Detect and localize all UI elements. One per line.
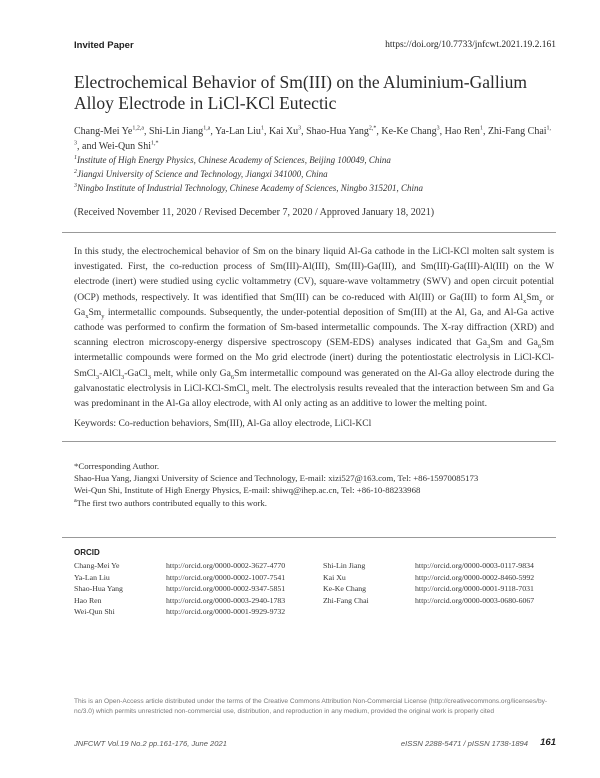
- orcid-link[interactable]: http://orcid.org/0000-0001-9118-7031: [415, 584, 534, 594]
- orcid-table: [74, 560, 534, 618]
- author: Zhi-Fang Chai$^{1, 3}$: [74, 125, 552, 147]
- author: Chang-Mei Ye$^{1,2,a}$: [74, 125, 145, 137]
- corresponding-author-note: [74, 460, 554, 509]
- author: Wei-Qun Shi$^{1,*}$: [98, 140, 159, 152]
- divider: [62, 232, 556, 233]
- page-number: 161: [540, 737, 556, 748]
- affiliation-list: [74, 153, 554, 195]
- corresponding-heading: *Corresponding Author.: [74, 461, 160, 471]
- orcid-link[interactable]: http://orcid.org/0000-0003-2940-1783: [166, 595, 286, 605]
- table-row: Chang-Mei Ye http://orcid.org/0000-0002-3627-4770 Shi-Lin Jiang http://orcid.org/0000-0003-0117-9834: [74, 561, 534, 570]
- affiliation: $^1$Institute of High Energy Physics, Chinese Academy of Sciences, Beijing 100049, China: [74, 155, 391, 165]
- divider: [62, 537, 556, 538]
- orcid-link[interactable]: http://orcid.org/0000-0002-9347-5851: [166, 584, 286, 594]
- author-list: Chang-Mei Ye$^{1,2,a}$, Shi-Lin Jiang$^{1,a}$, Ya-Lan Liu$^1$, Kai Xu$^3$, Shao-Hua Yang$^{2,*}$, Ke-Ke Chang$^3$, Hao Ren$^1$, Zhi-Fang Chai$^{1, 3}$, and Wei-Qun Shi$^{1,*}$: [74, 125, 552, 152]
- affiliation: $^3$Ningbo Institute of Industrial Technology, Chinese Academy of Sciences, Ningbo 315201, China: [74, 183, 423, 193]
- divider: [62, 441, 556, 442]
- author: Hao Ren$^1$: [444, 125, 483, 137]
- author: Shi-Lin Jiang$^{1,a}$: [149, 125, 211, 137]
- article-type-label: Invited Paper: [74, 40, 134, 51]
- orcid-link[interactable]: http://orcid.org/0000-0003-0680-6067: [415, 595, 535, 605]
- affiliation: $^2$Jiangxi University of Science and Technology, Jiangxi 341000, China: [74, 169, 328, 179]
- orcid-heading: ORCID: [74, 548, 100, 557]
- author: Shao-Hua Yang$^{2,*}$: [306, 125, 377, 137]
- corresponding-line: Shao-Hua Yang, Jiangxi University of Science and Technology, E-mail: xizi527@163.com, Tel: +86-15970085173: [74, 473, 479, 484]
- received-dates: (Received November 11, 2020 / Revised December 7, 2020 / Approved January 18, 2021): [74, 207, 435, 218]
- table-row: Ya-Lan Liu http://orcid.org/0000-0002-1007-7541 Kai Xu http://orcid.org/0000-0002-8460-5992: [74, 572, 535, 582]
- orcid-link[interactable]: http://orcid.org/0000-0002-1007-7541: [166, 572, 286, 582]
- orcid-link[interactable]: http://orcid.org/0000-0003-0117-9834: [415, 561, 534, 570]
- keywords: Keywords: Co-reduction behaviors, Sm(III), Al-Ga alloy electrode, LiCl-KCl: [74, 418, 372, 429]
- author: Ke-Ke Chang$^3$: [381, 125, 440, 137]
- journal-citation: JNFCWT Vol.19 No.2 pp.161-176, June 2021: [74, 739, 227, 748]
- author: Kai Xu$^3$: [268, 125, 302, 137]
- corresponding-line: Wei-Qun Shi, Institute of High Energy Physics, E-mail: shiwq@ihep.ac.cn, Tel: +86-10-88233968: [74, 485, 421, 496]
- orcid-link[interactable]: http://orcid.org/0000-0002-3627-4770: [166, 561, 286, 570]
- orcid-link[interactable]: http://orcid.org/0000-0001-9929-9732: [166, 607, 286, 617]
- orcid-link[interactable]: http://orcid.org/0000-0002-8460-5992: [415, 572, 535, 582]
- author: Ya-Lan Liu$^1$: [215, 125, 264, 137]
- license-statement: This is an Open-Access article distributed under the terms of the Creative Commons Attribution Non-Commercial License (http://creativecommons.org/licenses/by-nc/3.0) which permits unrestricted non-commercial use, distribution, and reproduction in any medium, provided the original work is properly cited: [74, 698, 548, 715]
- doi-link[interactable]: https://doi.org/10.7733/jnfcwt.2021.19.2.161: [385, 40, 556, 50]
- issn: eISSN 2288-5471 / pISSN 1738-1894: [400, 739, 528, 748]
- table-row: Wei-Qun Shi http://orcid.org/0000-0001-9929-9732: [74, 606, 534, 618]
- paper-title: Electrochemical Behavior of Sm(III) on the Aluminium-Gallium Alloy Electrode in LiCl-KCl Eutectic: [74, 72, 527, 113]
- equal-contribution-note: $^a$The first two authors contributed equally to this work.: [74, 497, 267, 508]
- table-row: Shao-Hua Yang http://orcid.org/0000-0002-9347-5851 Ke-Ke Chang http://orcid.org/0000-0001-9118-7031: [74, 584, 534, 594]
- table-row: Hao Ren http://orcid.org/0000-0003-2940-1783 Zhi-Fang Chai http://orcid.org/0000-0003-0680-6067: [74, 595, 535, 605]
- abstract: In this study, the electrochemical behavior of Sm on the binary liquid Al-Ga cathode in the LiCl-KCl molten salt system is investigated. First, the co-reduction process of Sm(III)-Al(III), Sm(III)-Ga(III), and Sm(III)-Ga(III)-Al(III) on the W electrode (inert) were studied using cyclic voltammetry (CV), square-wave voltammetry (SWV) and open circuit potential (OCP) methods, respectively. It was identified that Sm(III) can be co-reduced with Al(III) or Ga(III) to form $Al_xSm_y$ or $Ga_xSm_y$ intermetallic compounds. Subsequently, the under-potential deposition of Sm(III) at the Al, Ga, and Al-Ga active cathode was performed to confirm the formation of Sm-based intermetallic compounds. The X-ray diffraction (XRD) and scanning electron microscopy-energy dispersive spectroscopy (SEM-EDS) analyses indicated that $Ga_3Sm$ and $Ga_6Sm$ intermetallic compounds were formed on the Mo grid electrode (inert) during the potentiostatic electrolysis in LiCl-KCl-SmCl$_3$-AlCl$_3$-GaCl$_3$ melt, while only $Ga_6Sm$ intermetallic compound was generated on the Al-Ga alloy electrode during the galvanostatic electrolysis in LiCl-KCl-SmCl$_3$ melt. The electrolysis results revealed that the interaction between Sm and Ga was predominant in the Al-Ga alloy electrode, with Al only acting as an additive to lower the melting point.: [74, 246, 554, 410]
